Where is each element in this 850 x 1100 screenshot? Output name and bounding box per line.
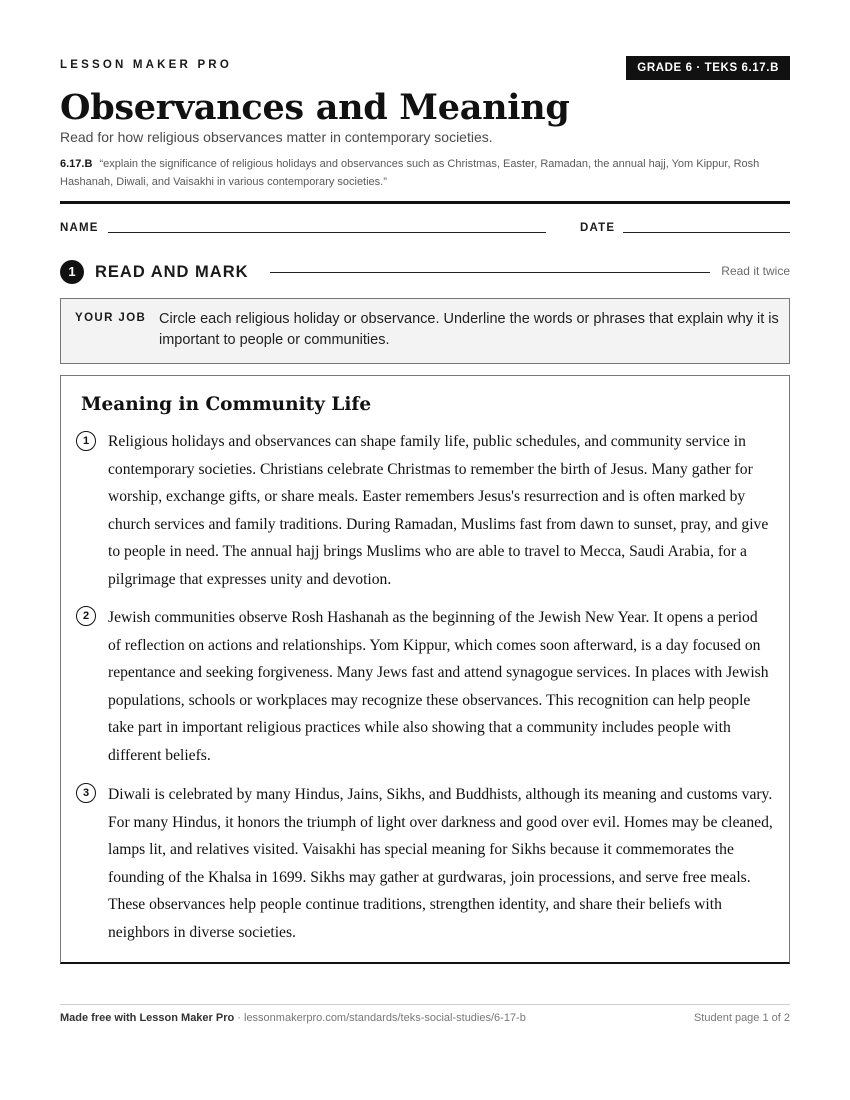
page-subtitle: Read for how religious observances matter in contemporary societies.	[60, 129, 493, 145]
passage-title: Meaning in Community Life	[81, 394, 372, 415]
section-note: Read it twice	[721, 264, 790, 278]
paragraph-1: Religious holidays and observances can shape family life, public schedules, and community service in contemporary societies. Christians celebrate Christmas to remember the birth of Jesus. Many gather for worship, exchange gifts, or share meals. Easter remembers Jesus's resurrection and is often marked by church services and family traditions. During Ramadan, Muslims fast from dawn to sunset, pray, and give to people in need. The annual hajj brings Muslims who are able to travel to Mecca, Saudi Arabia, for a pilgrimage that expresses unity and devotion.	[108, 433, 769, 588]
paragraph-2: Jewish communities observe Rosh Hashanah as the beginning of the Jewish New Year. It opens a period of reflection on actions and relationships. Yom Kippur, which comes soon afterward, is a day focused on repentance and seeking forgiveness. Many Jews fast and attend synagogue services. In places with Jewish populations, schools or workplaces may recognize these observances. This recognition can help people take part in important religious practices while also showing that a community includes people with different beliefs.	[108, 609, 769, 764]
standard-statement	[60, 155, 790, 191]
section-rule	[270, 272, 710, 273]
date-label: DATE	[580, 222, 616, 234]
standard-text: “explain the significance of religious holidays and observances such as Christmas, Easter, Ramadan, the annual hajj, Yom Kippur, Rosh Hashanah, Diwali, and Vaisakhi in various contemporary societies.”	[60, 158, 760, 188]
reading-passage	[60, 375, 790, 964]
footer-page-number: Student page 1 of 2	[693, 1012, 790, 1024]
footer-url[interactable]: lessonmakerpro.com/standards/teks-social-studies/6-17-b	[244, 1012, 526, 1024]
section-number-badge: 1	[60, 260, 84, 284]
paragraph-number-2: 2	[76, 606, 96, 626]
instructions-text: Circle each religious holiday or observance. Underline the words or phrases that explain why it is important to people or communities.	[159, 311, 779, 348]
name-label: NAME	[60, 222, 99, 234]
footer	[60, 1012, 790, 1024]
page-title: Observances and Meaning	[60, 87, 570, 128]
footer-made-with: Made free with Lesson Maker Pro	[60, 1012, 235, 1024]
paragraph-number-1: 1	[76, 431, 96, 451]
section-title: READ AND MARK	[95, 263, 249, 281]
grade-badge: GRADE 6 · TEKS 6.17.B	[626, 56, 790, 80]
header-divider	[60, 201, 790, 204]
standard-code: 6.17.B	[60, 158, 93, 170]
top-bar	[60, 56, 790, 80]
paragraph-number-3: 3	[76, 783, 96, 803]
footer-separator: ·	[234, 1012, 244, 1024]
instructions-label: YOUR JOB	[75, 312, 147, 324]
paragraph-3: Diwali is celebrated by many Hindus, Jains, Sikhs, and Buddhists, although its meaning and customs vary. For many Hindus, it honors the triumph of light over darkness and good over evil. Homes may be cleaned, lamps lit, and relatives visited. Vaisakhi has special meaning for Sikhs because it commemorates the founding of the Khalsa in 1699. Sikhs may gather at gurdwaras, join processions, and serve free meals. These observances help people continue traditions, strengthen identity, and share their beliefs with neighbors in diverse societies.	[108, 786, 773, 941]
footer-divider	[60, 1004, 790, 1005]
brand-name: LESSON MAKER PRO	[60, 59, 232, 71]
instructions-box	[60, 298, 790, 364]
name-field[interactable]	[108, 232, 546, 233]
name-date-row	[60, 220, 790, 240]
date-field[interactable]	[623, 232, 790, 233]
section-header	[60, 260, 790, 284]
